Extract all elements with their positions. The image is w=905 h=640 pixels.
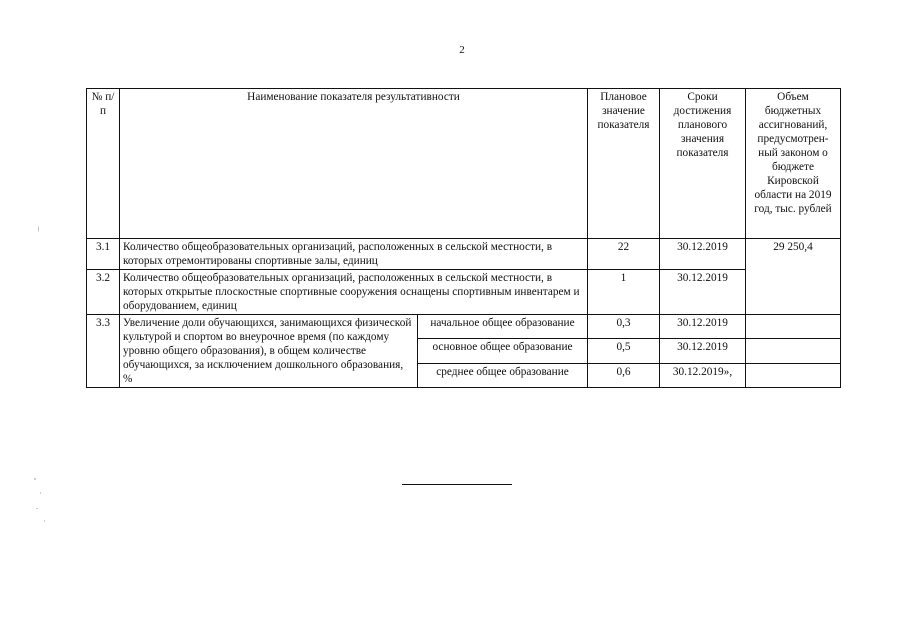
deadline-value: 30.12.2019 bbox=[660, 315, 746, 339]
table-row bbox=[87, 239, 841, 270]
scan-speckle bbox=[40, 492, 41, 494]
table-row bbox=[87, 315, 841, 339]
plan-value: 0,5 bbox=[588, 339, 660, 363]
page-number: 2 bbox=[459, 44, 465, 56]
deadline-value: 30.12.2019 bbox=[660, 270, 746, 315]
budget-empty-cell bbox=[746, 315, 841, 339]
header-deadline: Сроки достижения планового значения показателя bbox=[660, 89, 746, 239]
deadline-value: 30.12.2019 bbox=[660, 339, 746, 363]
education-level: среднее общее образование bbox=[418, 363, 588, 387]
header-budget: Объем бюджетных ассигнований, предусмотрен-ный законом о бюджете Кировской области на 2019 год, тыс. рублей bbox=[746, 89, 841, 239]
education-level: основное общее образование bbox=[418, 339, 588, 363]
row-number: 3.2 bbox=[87, 270, 120, 315]
indicator-name: Количество общеобразовательных организаций, расположенных в сельской местности, в которых открытые плоскостные спортивные сооружения оснащены спортивным инвентарем и оборудованием, единиц bbox=[120, 270, 588, 315]
closing-line bbox=[402, 484, 512, 485]
results-table bbox=[86, 88, 841, 388]
plan-value: 1 bbox=[588, 270, 660, 315]
scan-speckle bbox=[38, 226, 39, 232]
header-num: № п/п bbox=[87, 89, 120, 239]
scan-speckle bbox=[34, 478, 36, 480]
deadline-value: 30.12.2019», bbox=[660, 363, 746, 387]
budget-value: 29 250,4 bbox=[746, 239, 841, 315]
header-plan-value: Плановое значение показателя bbox=[588, 89, 660, 239]
table-header-row bbox=[87, 89, 841, 239]
budget-empty-cell bbox=[746, 363, 841, 387]
scan-speckle bbox=[36, 508, 38, 509]
education-level: начальное общее образование bbox=[418, 315, 588, 339]
deadline-value: 30.12.2019 bbox=[660, 239, 746, 270]
row-number: 3.1 bbox=[87, 239, 120, 270]
scan-speckle bbox=[44, 520, 45, 522]
plan-value: 22 bbox=[588, 239, 660, 270]
row-number: 3.3 bbox=[87, 315, 120, 388]
indicator-name: Количество общеобразовательных организаций, расположенных в сельской местности, в которых отремонтированы спортивные залы, единиц bbox=[120, 239, 588, 270]
header-indicator-name: Наименование показателя результативности bbox=[120, 89, 588, 239]
indicator-name: Увеличение доли обучающихся, занимающихся физической культурой и спортом во внеурочное время (по каждому уровню общего образования), в общем количестве обучающихся, за исключением дошкольного образования, % bbox=[120, 315, 418, 388]
table-row bbox=[87, 270, 841, 315]
budget-empty-cell bbox=[746, 339, 841, 363]
plan-value: 0,3 bbox=[588, 315, 660, 339]
plan-value: 0,6 bbox=[588, 363, 660, 387]
